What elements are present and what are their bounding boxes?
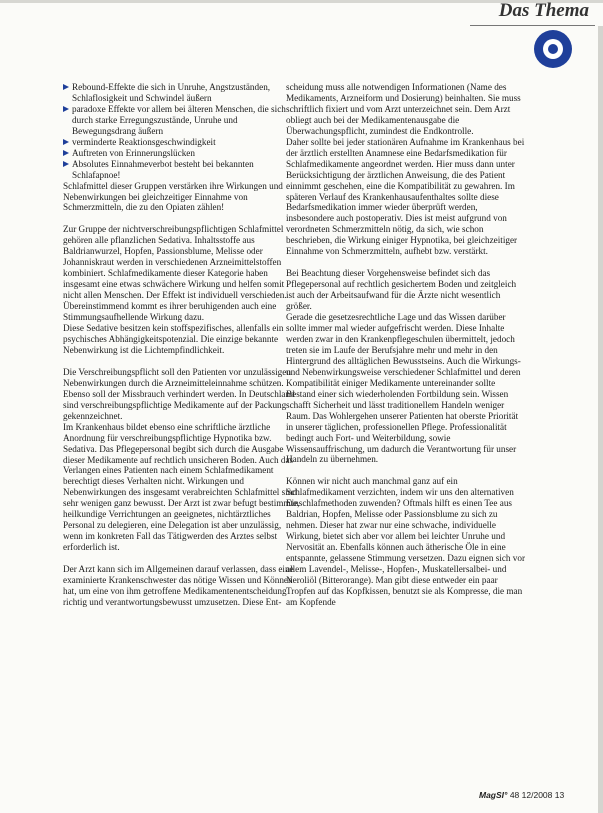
paragraph: Können wir nicht auch manchmal ganz auf ein Schlafmedikament verzichten, indem wir uns den alternativen Einschlafmethoden zuwenden? Oftmals hilft es einen Tee aus Baldrian, Hopfen, Melisse oder Passionsblume zu sich zu nehmen. Dieser hat zwar nur eine schwache, individuelle Wirkung, bietet sich aber vor allem bei leichter Unruhe und Nervosität an. Ebenfalls können auch ätherische Öle in eine entspannte, gelassene Stimmung versetzen. Dazu eignen sich vor allem Lavendel-, Melisse-, Hopfen-, Muskatellersalbei- und Neroliöl (Bitterorange). Man gibt diese entweder ein paar Tropfen auf das Kopfkissen, benutzt sie als Kompresse, die man am Kopfende — [286, 476, 526, 607]
page-footer — [479, 790, 564, 800]
triangle-bullet-icon — [63, 106, 69, 112]
paragraph: Diese Sedative besitzen kein stoffspezifisches, allenfalls ein psychisches Abhängigkeitspotenzial. Die einzige bekannte Nebenwirkung ist die Lichtempfindlichkeit. — [63, 323, 284, 355]
side-effects-list — [63, 82, 303, 181]
paragraph: scheidung muss alle notwendigen Informationen (Name des Medikaments, Arzneiform und Dosierung) beinhalten. Sie muss schriftlich fixiert und vom Arzt unterzeichnet sein. Dem Arzt obliegt auch bei der Medikamentenausgabe die Überwachungspflicht, zumindest die Endkontrolle. — [286, 82, 521, 136]
header-rule — [470, 25, 595, 26]
magazine-brand: MagSI° — [479, 790, 508, 800]
list-item: Absolutes Einnahmeverbot besteht bei bekannten Schlafapnoe! — [63, 159, 303, 181]
paragraph: Bei Beachtung dieser Vorgehensweise befindet sich das Pflegepersonal auf rechtlich gesichertem Boden und zeitgleich ist auch der Arbeitsaufwand für die Ärzte nicht wesentlich größer. — [286, 268, 517, 312]
triangle-bullet-icon — [63, 161, 69, 167]
list-item: paradoxe Effekte vor allem bei älteren Menschen, die sich durch starke Erregungszustände, Unruhe und Bewegungsdrang äußern — [63, 104, 303, 137]
paragraph: Der Arzt kann sich im Allgemeinen darauf verlassen, dass eine examinierte Krankenschwester das nötige Wissen und Können hat, um eine von ihm getroffene Medikamentenentscheidung richtig und verantwortungsbewusst umzusetzen. Diese Ent- — [63, 564, 294, 607]
issue-number: 48 — [509, 790, 520, 800]
paragraph: Im Krankenhaus bildet ebenso eine schriftliche ärztliche Anordnung für verschreibungspflichtige Hypnotika bzw. Sedativa. Das Pflegepersonal begibt sich durch die Ausgabe dieser Medikamente auf rechtlich unsicheren Boden. Auch das Verlangen eines Patienten nach einem Schlafmedikament berechtigt dieses Verhalten nicht. Wirkungen und Nebenwirkungen des insgesamt verabreichten Schlafmittel sind sehr wenigen ganz bewusst. Der Arzt ist zwar befugt bestimmte, heilkundige Verrichtungen an geeignetes, nichtärztliches Personal zu delegieren, eine Delegation ist aber unzulässig, wenn im konkreten Fall das Tätigwerden des Arztes selbst erforderlich ist. — [63, 421, 300, 553]
issue-date: 12/2008 — [521, 790, 553, 800]
page-side-bar — [598, 26, 603, 813]
triangle-bullet-icon — [63, 84, 69, 90]
paragraph: Daher sollte bei jeder stationären Aufnahme im Krankenhaus bei der ärztlich erstellten Anamnese eine Bedarfsmedikation für Schlafmedikamente angeordnet werden. Hier muss dann unter Berücksichtigung der ärztlichen Anweisung, die des Patient einnimmt geschehen, eine die Kompatibilität zu gewahren. Im späteren Verlauf des Krankenhausaufenthaltes sollte diese Bedarfsmedikation immer wieder überprüft werden, insbesondere auch postoperativ. Dies ist meist aufgrund von verordneten Schmerzmitteln nötig, da sich, wie schon beschrieben, die Wirkung einiger Hypnotika, bei gleichzeitiger Einnahme von Schmerzmitteln, aufhebt bzw. verstärkt. — [286, 136, 525, 257]
paragraph: Zur Gruppe der nichtverschreibungspflichtigen Schlafmittel gehören alle pflanzlichen Sedativa. Inhaltsstoffe aus Baldrianwurzel, Hopfen, Passionsblume, Melisse oder Johanniskraut werden in verschiedenen Arzneimittelstoffen kombiniert. Schlafmedikamente dieser Kategorie haben insgesamt eine etwas schwächere Wirkung und helfen somit nicht allen Menschen. Der Effekt ist individuell verschieden. Übereinstimmend kommt es ihrer beruhigenden auch eine Stimmungsaufhellende Wirkung dazu. — [63, 224, 287, 323]
right-column — [286, 82, 526, 619]
list-item: Auftreten von Erinnerungslücken — [63, 148, 303, 159]
paragraph: Schlafmittel dieser Gruppen verstärken ihre Wirkungen und Nebenwirkungen bei gleichzeitiger Einnahme von Schmerzmitteln, die zu den Opiaten zählen! — [63, 180, 283, 213]
triangle-bullet-icon — [63, 150, 69, 156]
paragraph: Gerade die gesetzesrechtliche Lage und das Wissen darüber sollte immer mal wieder aufgefrischt werden. Diese Inhalte werden zwar in den Krankenpflegeschulen übermittelt, jedoch treten sie im Laufe der Berufsjahre mehr und mehr in den Hintergrund des alltäglichen Bewusstseins. Auch die Wirkungs- und Nebenwirkungsweise verschiedener Schlafmittel und deren Kompatibilität einiger Medikamente untereinander sollte Bestand einer sich wiederholenden Fortbildung sein. Wissen schafft Sicherheit und lässt traditionellem Handeln weniger Raum. Das Wohlergehen unserer Patienten hat oberste Priorität in unserer täglichen, professionellen Pflege. Professionalität bedingt auch Fort- und Weiterbildung, sowie Wissensauffrischung, um dadurch die Verantwortung für unser Handeln zu übernehmen. — [286, 312, 521, 465]
section-title: Das Thema — [498, 0, 589, 21]
list-item: verminderte Reaktionsgeschwindigkeit — [63, 137, 303, 148]
page-number: 13 — [554, 790, 565, 800]
target-ring-logo-icon — [534, 30, 572, 68]
paragraph: Die Verschreibungspflicht soll den Patienten vor unzulässigen Nebenwirkungen durch die Arzneimitteleinnahme schützen. Ebenso soll der Missbrauch verhindert werden. In Deutschland sind verschreibungspflichtige Medikamente auf der Packung gekennzeichnet. — [63, 366, 295, 421]
triangle-bullet-icon — [63, 139, 69, 145]
list-item: Rebound-Effekte die sich in Unruhe, Angstzuständen, Schlaflosigkeit und Schwindel äußern — [63, 82, 303, 104]
left-column — [63, 82, 303, 619]
